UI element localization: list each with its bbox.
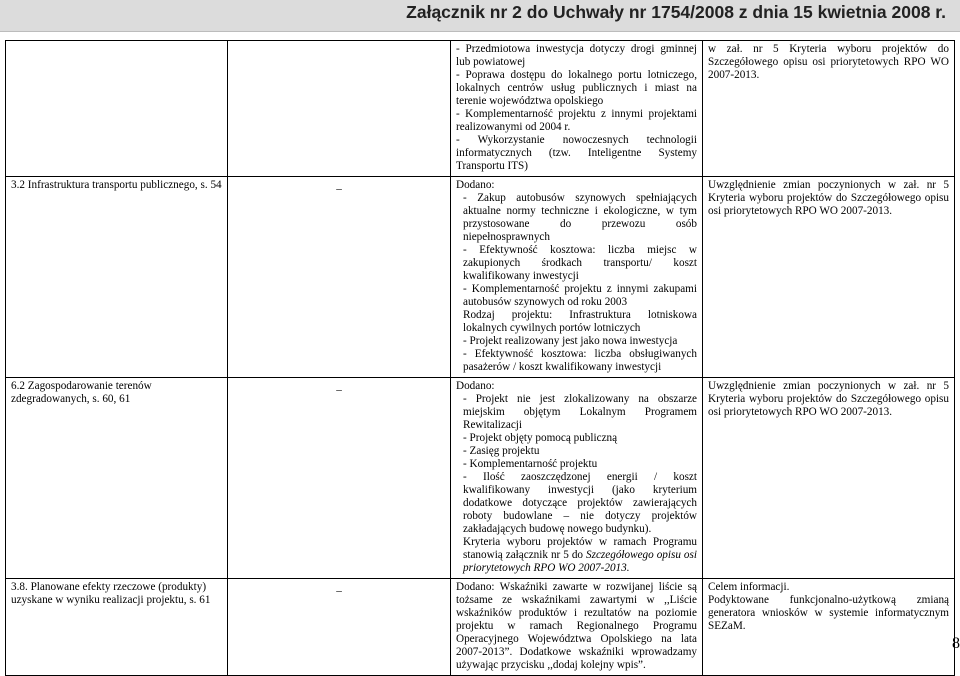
mark-cell: _ xyxy=(228,177,451,378)
change-cell xyxy=(451,41,703,177)
change-note-italic: Szczegółowego opisu osi priorytetowych RPO WO 2007-2013. xyxy=(463,549,697,574)
table-row xyxy=(6,41,955,177)
change-line: - Poprawa dostępu do lokalnego portu lotniczego, lokalnych centrów usług publicznych i miast na terenie województwa opolskiego xyxy=(456,69,697,107)
page-number: 8 xyxy=(952,635,960,652)
justification-cell xyxy=(703,41,955,177)
justification-line: Podyktowane funkcjonalno-użytkową zmianą generatora wniosków w systemie informatycznym SEZaM. xyxy=(708,594,949,632)
header-title: Załącznik nr 2 do Uchwały nr 1754/2008 z dnia 15 kwietnia 2008 r. xyxy=(406,2,946,22)
mark-cell: _ xyxy=(228,579,451,676)
change-line: - Ilość zaoszczędzonej energii / koszt kwalifikowany inwestycji (jako kryterium dodatkowe dotyczące projektów zawierających roboty budowlane – nie dotyczy projektów zakładających budowę nowego budynku). xyxy=(463,471,697,535)
change-line: - Wykorzystanie nowoczesnych technologii informatycznych (tzw. Inteligentne Systemy Transportu ITS) xyxy=(456,134,697,172)
table-row xyxy=(6,378,955,579)
change-line: - Projekt objęty pomocą publiczną xyxy=(463,432,618,444)
change-line: Rodzaj projektu: Infrastruktura lotniskowa lokalnych cywilnych portów lotniczych xyxy=(463,309,697,334)
change-cell xyxy=(451,579,703,676)
mark-cell xyxy=(228,41,451,177)
mark-cell: _ xyxy=(228,378,451,579)
change-line: - Zakup autobusów szynowych spełniających aktualne normy techniczne i ekologiczne, w tym przystosowane do przewozu osób niepełnosprawnych xyxy=(463,192,697,243)
justification-line: w zał. nr 5 Kryteria wyboru projektów do Szczegółowego opisu osi priorytetowych RPO WO 2007-2013. xyxy=(708,43,949,81)
table-row xyxy=(6,177,955,378)
change-note xyxy=(456,536,697,575)
change-line: - Projekt nie jest zlokalizowany na obszarze miejskim objętym Lokalnym Programem Rewitalizacji xyxy=(463,393,697,431)
change-line: Dodano: xyxy=(456,380,495,392)
justification-line: Uwzględnienie zmian poczynionych w zał. nr 5 Kryteria wyboru projektów do Szczegółowego opisu osi priorytetowych RPO WO 2007-2013. xyxy=(708,380,949,418)
change-note-text: Kryteria wyboru projektów w ramach Programu stanowią załącznik nr 5 do xyxy=(463,536,697,561)
change-line: - Komplementarność projektu z innymi projektami realizowanymi od 2004 r. xyxy=(456,108,697,133)
issue-cell xyxy=(6,41,228,177)
change-line: - Projekt realizowany jest jako nowa inwestycja xyxy=(463,335,678,347)
justification-cell xyxy=(703,579,955,676)
change-line: Dodano: Wskaźniki zawarte w rozwijanej liście są tożsame ze wskaźnikami zawartymi w ,,Liście wskaźników produktów i rezultatów na poziomie projektu w ramach Regionalnego Programu Operacyjnego Województwa Opolskiego na lata 2007-2013”. Dodatkowe wskaźniki wprowadzamy używając przycisku ,,dodaj kolejny wpis”. xyxy=(456,581,697,671)
issue-cell: 3.8. Planowane efekty rzeczowe (produkty) uzyskane w wyniku realizacji projektu, s. 61 xyxy=(6,579,228,676)
change-cell xyxy=(451,177,703,378)
justification-cell xyxy=(703,177,955,378)
change-line: Dodano: xyxy=(456,179,495,191)
change-line: - Komplementarność projektu xyxy=(463,458,598,470)
justification-line: Uwzględnienie zmian poczynionych w zał. nr 5 Kryteria wyboru projektów do Szczegółowego opisu osi priorytetowych RPO WO 2007-2013. xyxy=(708,179,949,217)
document-header xyxy=(0,0,960,32)
issue-cell: 3.2 Infrastruktura transportu publicznego, s. 54 xyxy=(6,177,228,378)
change-line: - Efektywność kosztowa: liczba miejsc w zakupionych środkach transportu/ koszt kwalifikowany inwestycji xyxy=(463,244,697,282)
change-line: - Przedmiotowa inwestycja dotyczy drogi gminnej lub powiatowej xyxy=(456,43,697,68)
issue-cell: 6.2 Zagospodarowanie terenów zdegradowanych, s. 60, 61 xyxy=(6,378,228,579)
justification-line: Celem informacji. xyxy=(708,581,790,593)
change-line: - Zasięg projektu xyxy=(463,445,540,457)
justification-cell xyxy=(703,378,955,579)
changes-table xyxy=(5,40,955,676)
change-cell xyxy=(451,378,703,579)
table-row xyxy=(6,579,955,676)
change-line: - Efektywność kosztowa: liczba obsługiwanych pasażerów / koszt kwalifikowany inwestycji xyxy=(463,348,697,373)
change-line: - Komplementarność projektu z innymi zakupami autobusów szynowych od roku 2003 xyxy=(463,283,697,308)
